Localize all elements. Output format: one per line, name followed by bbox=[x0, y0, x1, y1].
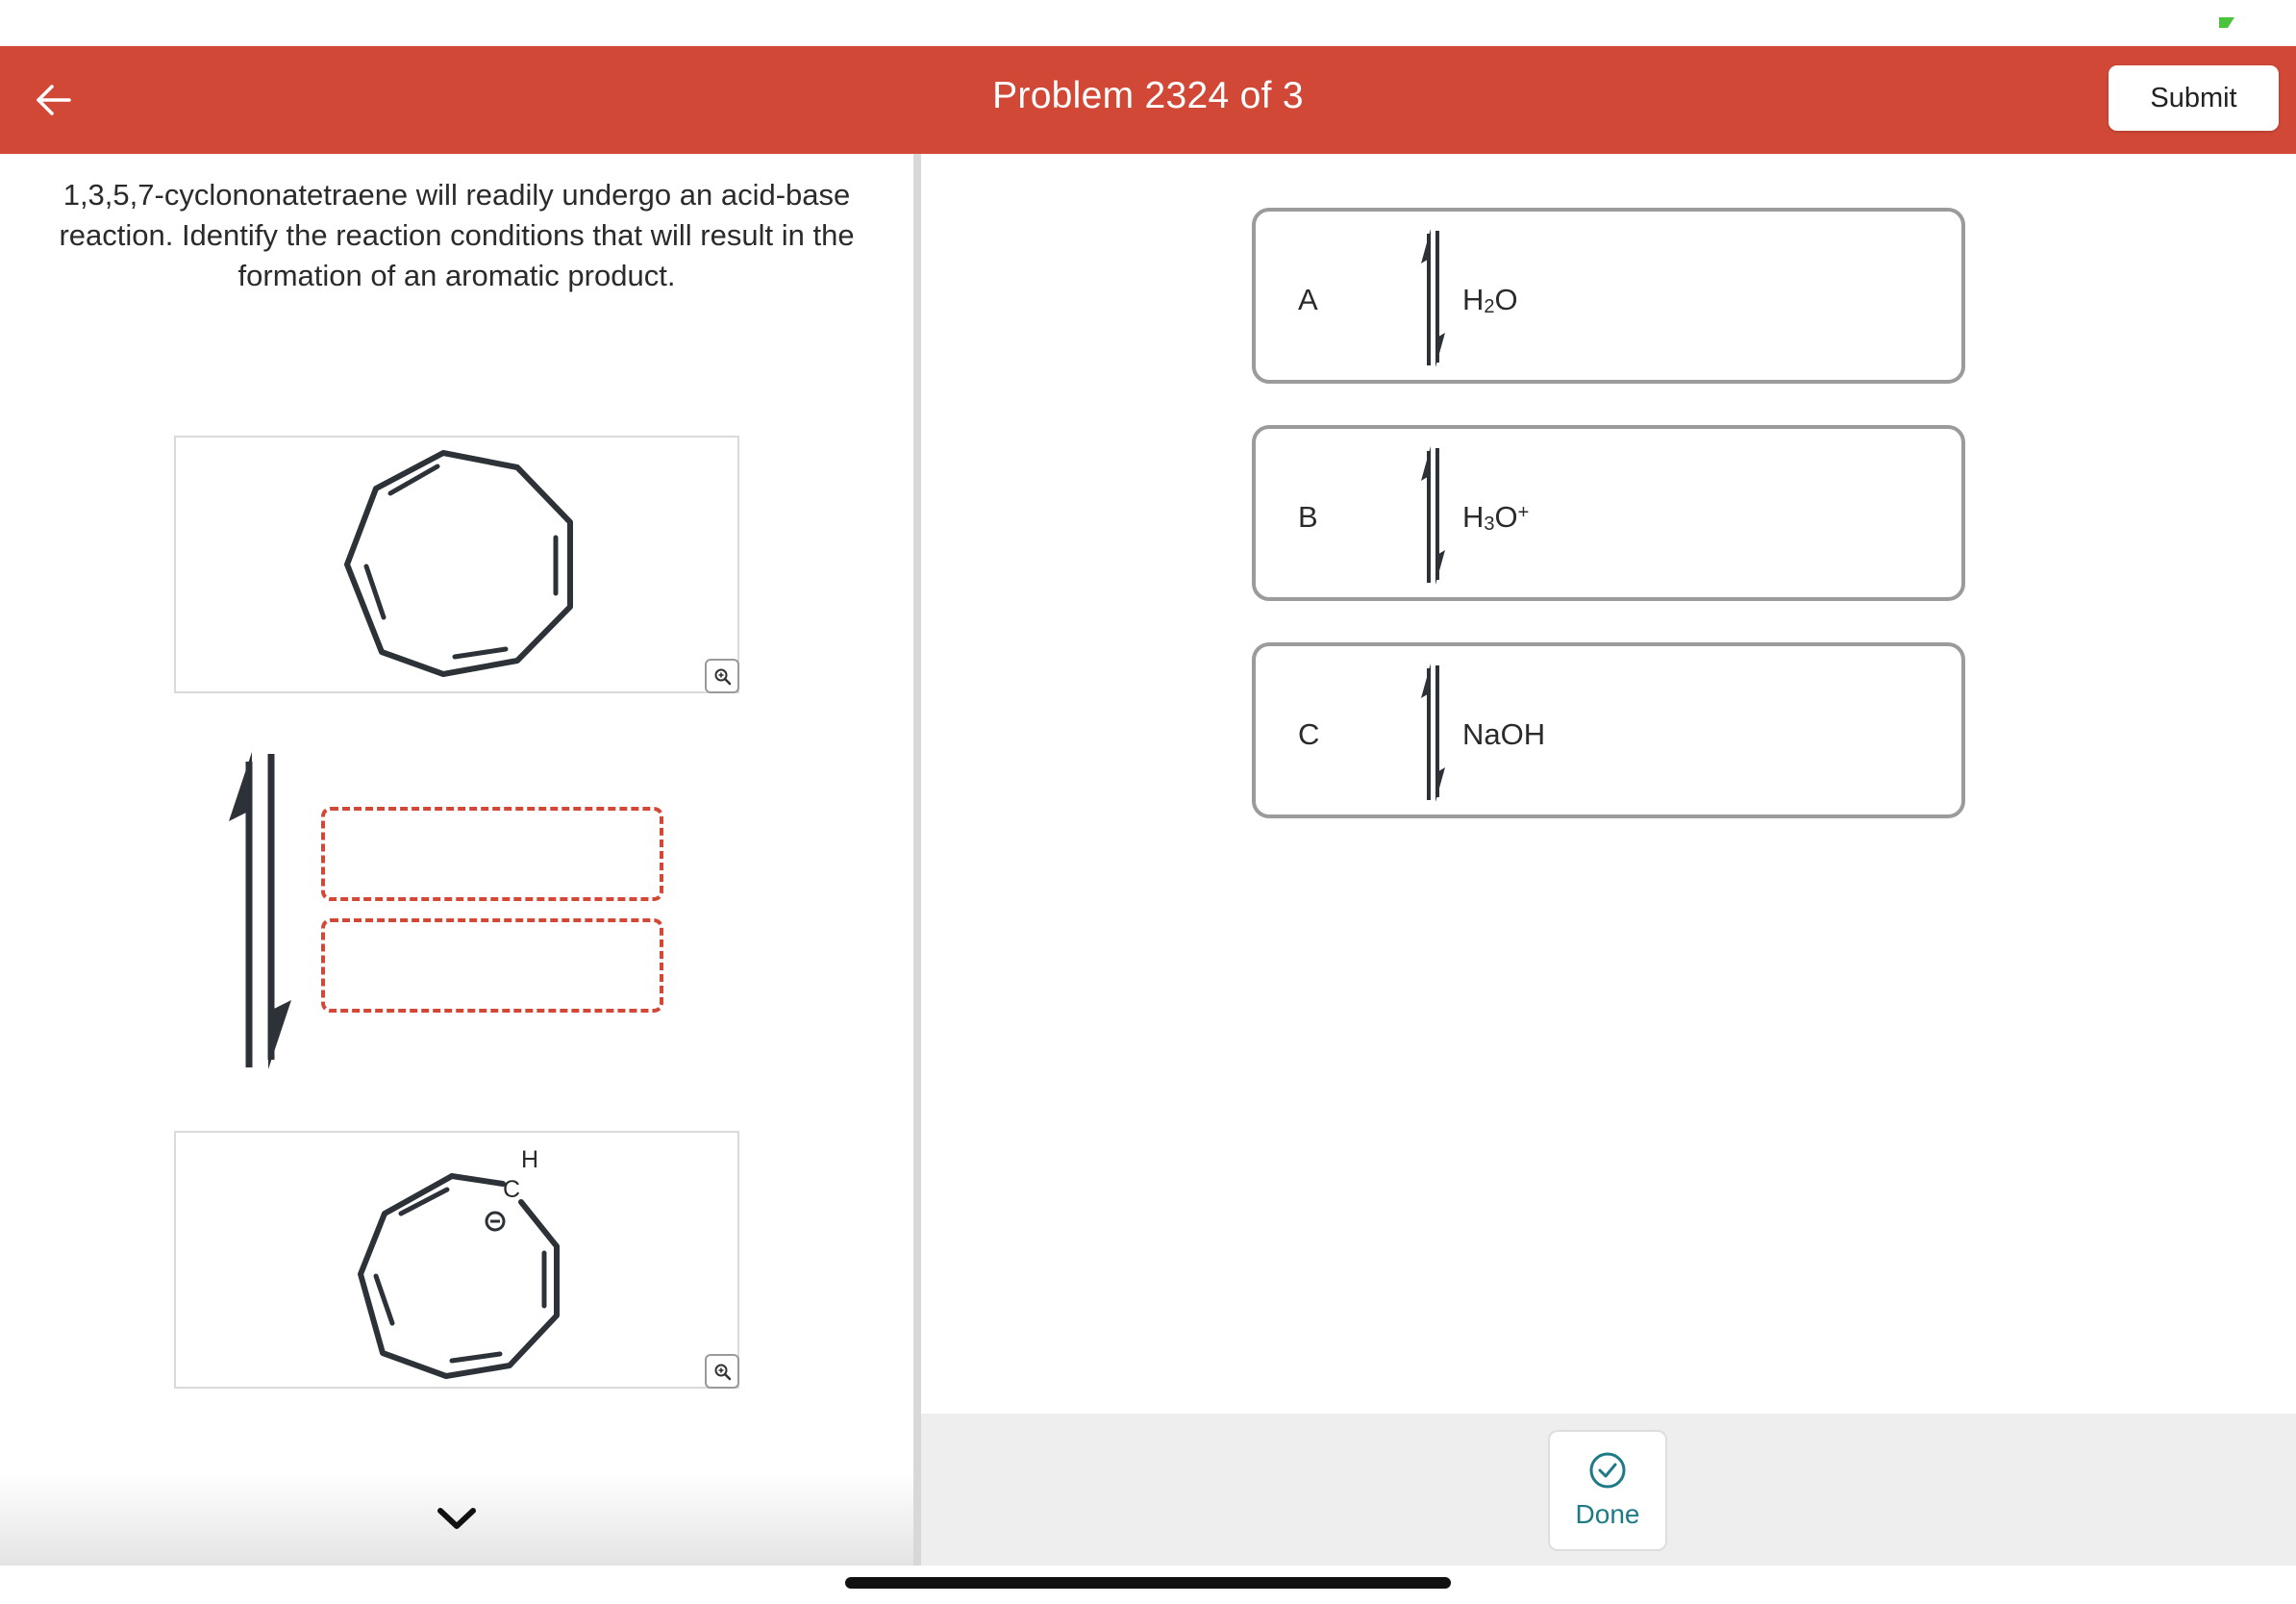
options-panel bbox=[921, 154, 2296, 1566]
cyclononatetraenyl-anion-structure bbox=[176, 1133, 741, 1391]
done-label: Done bbox=[1575, 1499, 1640, 1529]
zoom-in-icon bbox=[713, 1363, 733, 1382]
panel-divider bbox=[913, 154, 921, 1566]
home-indicator[interactable] bbox=[845, 1577, 1451, 1589]
battery-icon bbox=[2217, 15, 2236, 30]
reactant-structure-box bbox=[174, 436, 739, 693]
option-letter: A bbox=[1298, 283, 1318, 316]
question-text: 1,3,5,7-cyclononatetraene will readily undergo an acid-base reaction. Identify the reaction conditions that will result in the formation of an aromatic product. bbox=[59, 178, 855, 292]
check-circle-icon bbox=[1588, 1451, 1627, 1490]
atom-label-c: C bbox=[503, 1176, 521, 1203]
option-reagent: $H_3O^+$ bbox=[1462, 500, 1530, 535]
reagent-drop-zone-2[interactable] bbox=[321, 918, 663, 1013]
status-bar bbox=[0, 0, 2296, 46]
equilibrium-arrow-icon bbox=[1419, 446, 1448, 585]
option-card-c[interactable] bbox=[1252, 642, 1965, 818]
done-button[interactable] bbox=[1548, 1430, 1667, 1551]
cyclononatetraene-structure bbox=[176, 438, 741, 695]
page-title: Problem 2324 of 3 bbox=[992, 75, 1304, 116]
zoom-button-reactant[interactable] bbox=[705, 659, 739, 693]
equilibrium-arrow-icon bbox=[1419, 229, 1448, 367]
option-letter: C bbox=[1298, 717, 1320, 751]
option-card-a[interactable] bbox=[1252, 208, 1965, 384]
equilibrium-arrow-icon bbox=[224, 752, 297, 1069]
zoom-button-product[interactable] bbox=[705, 1354, 739, 1389]
problem-panel bbox=[0, 154, 913, 1566]
option-reagent: NaOH bbox=[1462, 717, 1546, 751]
option-card-b[interactable] bbox=[1252, 425, 1965, 601]
option-reagent: $H_2O$ bbox=[1462, 283, 1518, 317]
submit-button[interactable]: Submit bbox=[2109, 65, 2279, 131]
zoom-in-icon bbox=[713, 667, 733, 687]
header-bar bbox=[0, 46, 2296, 154]
equilibrium-arrow-icon bbox=[1419, 664, 1448, 802]
reagent-drop-zone-1[interactable] bbox=[321, 807, 663, 901]
product-structure-box bbox=[174, 1131, 739, 1389]
option-letter: B bbox=[1298, 500, 1318, 534]
footer-bar bbox=[921, 1414, 2296, 1566]
chevron-down-icon[interactable] bbox=[435, 1505, 479, 1534]
atom-label-h: H bbox=[521, 1146, 539, 1173]
